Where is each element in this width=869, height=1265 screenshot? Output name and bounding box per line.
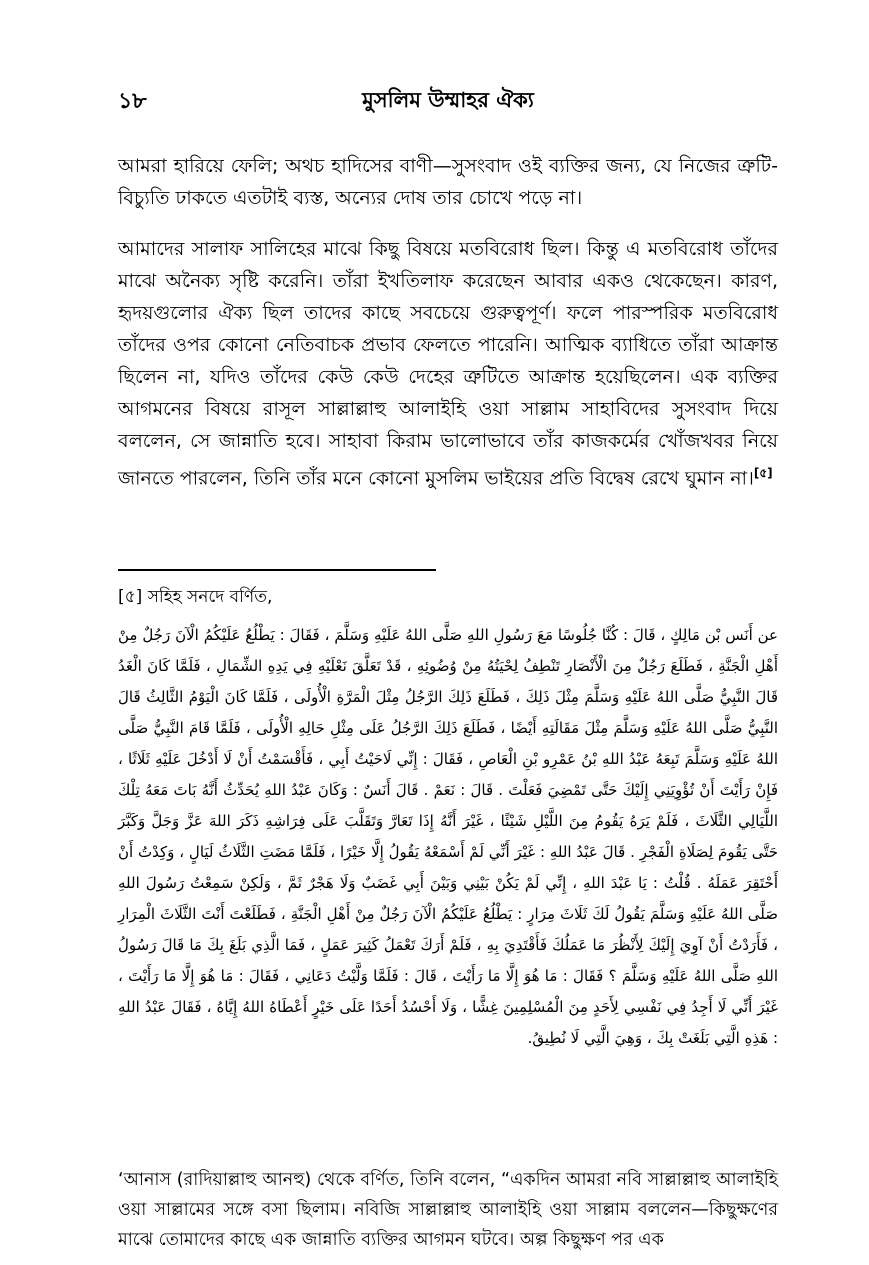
paragraph-text: আমাদের সালাফ সালিহের মাঝে কিছু বিষয়ে মতবিরোধ ছিল। কিন্তু এ মতবিরোধ তাঁদের মাঝে অনৈক্য সৃষ্টি করেনি। তাঁরা ইখতিলাফ করেছেন আবার একও থেকেছেন। কারণ, হৃদয়গুলোর ঐক্য ছিল তাদের কাছে সবচেয়ে গুরুত্বপূর্ণ। ফলে পারস্পরিক মতবিরোধ তাঁদের ওপর কোনো নেতিবাচক প্রভাব ফেলতে পারেনি। আত্মিক ব্যাধিতে তাঁরা আক্রান্ত ছিলেন না, যদিও তাঁদের কেউ কেউ দেহের ত্রুটিতে আক্রান্ত হয়েছিলেন। এক ব্যক্তির আগমনের বিষয়ে রাসূল সাল্লাল্লাহু আলাইহি ওয়া সাল্লাম সাহাবিদের সুসংবাদ দিয়ে বললেন, সে জান্নাতি হবে। সাহাবা কিরাম ভালোভাবে তাঁর কাজকর্মের খোঁজখবর নিয়ে জানতে পারলেন, তিনি তাঁর মনে কোনো মুসলিম ভাইয়ের প্রতি বিদ্বেষ রেখে ঘুমান না।: [118, 238, 778, 490]
paragraph-text: আমরা হারিয়ে ফেলি; অথচ হাদিসের বাণী—সুসংবাদ ওই ব্যক্তির জন্য, যে নিজের ত্রুটি-বিচ্যুতি ঢাকতে এতটাই ব্যস্ত, অন্যের দোষ তার চোখে পড়ে না।: [118, 155, 778, 209]
footnote-translation: ‘আনাস (রাদিয়াল্লাহু আনহু) থেকে বর্ণিত, তিনি বলেন, “একদিন আমরা নবি সাল্লাল্লাহু আলাইহি ওয়া সাল্লামের সঙ্গে বসা ছিলাম। নবিজি সাল্লাল্লাহু আলাইহি ওয়া সাল্লাম বললেন—কিছুক্ষণের মাঝে তোমাদের কাছে এক জান্নাতি ব্যক্তির আগমন ঘটবে। অল্প কিছুক্ষণ পর এক: [118, 1170, 778, 1250]
page-number: ১৮: [118, 89, 147, 114]
footnote-reference[interactable]: [৫]: [753, 466, 773, 480]
page-header: [118, 84, 778, 120]
footnote-divider: [118, 569, 436, 571]
body-paragraph-2: [118, 233, 778, 494]
body-paragraph-1: [118, 150, 778, 214]
footnote-label: [৫] সহিহ সনদে বর্ণিত,: [118, 587, 273, 607]
running-title: মুসলিম উম্মাহর ঐক্য: [362, 88, 534, 112]
footnote-arabic-hadith: عن أَنَس بْن مَالِكٍ ، قَالَ : كُنَّا جُلُوسًا مَعَ رَسُولِ اللهِ صَلَّى اللهُ عَلَيْهِ وَسَلَّمَ ، فَقَالَ : يَطْلُعُ عَلَيْكُمُ الْآنَ رَجُلٌ مِنْ أَهْلِ الْجَنَّةِ ، فَطَلَعَ رَجُلٌ مِنَ الْأَنْصَارِ تَنْطِفُ لِحْيَتُهُ مِنْ وُضُوئِهِ ، قَدْ تَعَلَّقَ نَعْلَيْهِ فِي يَدِهِ الشِّمَالِ ، فَلَمَّا كَانَ الْغَدُ قَالَ النَّبِيُّ صَلَّى اللهُ عَلَيْهِ وَسَلَّمَ مِثْلَ ذَلِكَ ، فَطَلَعَ ذَلِكَ الرَّجُلُ مِثْلَ الْمَرَّةِ الْأُولَى ، فَلَمَّا كَانَ الْيَوْمُ الثَّالِثُ قَالَ النَّبِيُّ صَلَّى اللهُ عَلَيْهِ وَسَلَّمَ مِثْلَ مَقَالَتِهِ أَيْضًا ، فَطَلَعَ ذَلِكَ الرَّجُلُ عَلَى مِثْلِ حَالِهِ الْأُولَى ، فَلَمَّا قَامَ النَّبِيُّ صَلَّى اللهُ عَلَيْهِ وَسَلَّمَ تَبِعَهُ عَبْدُ اللهِ بْنُ عَمْرِو بْنِ الْعَاصِ ، فَقَالَ : إِنِّي لَاحَيْتُ أَبِي ، فَأَقْسَمْتُ أَنْ لَا أَدْخُلَ عَلَيْهِ ثَلَاثًا ، فَإِنْ رَأَيْتَ أَنْ تُؤْوِيَنِي إِلَيْكَ حَتَّى تَمْضِيَ فَعَلْتَ . قَالَ : نَعَمْ . قَالَ أَنَسٌ : وَكَانَ عَبْدُ اللهِ يُحَدِّثُ أَنَّهُ بَاتَ مَعَهُ تِلْكَ اللَّيَالِي الثَّلَاثَ ، فَلَمْ يَرَهُ يَقُومُ مِنَ اللَّيْلِ شَيْئًا ، غَيْرَ أَنَّهُ إِذَا تَعَارَّ وَتَقَلَّبَ عَلَى فِرَاشِهِ ذَكَرَ اللهَ عَزَّ وَجَلَّ وَكَبَّرَ حَتَّى يَقُومَ لِصَلَاةِ الْفَجْرِ . قَالَ عَبْدُ اللهِ : غَيْرَ أَنِّي لَمْ أَسْمَعْهُ يَقُولُ إِلَّا خَيْرًا ، فَلَمَّا مَضَتِ الثَّلَاثُ لَيَالٍ ، وَكِدْتُ أَنْ أَحْتَقِرَ عَمَلَهُ . قُلْتُ : يَا عَبْدَ اللهِ ، إِنِّي لَمْ يَكُنْ بَيْنِي وَبَيْنَ أَبِي غَضَبٌ وَلَا هَجْرٌ ثَمَّ ، وَلَكِنْ سَمِعْتُ رَسُولَ اللهِ صَلَّى اللهُ عَلَيْهِ وَسَلَّمَ يَقُولُ لَكَ ثَلَاثَ مِرَارٍ : يَطْلُعُ عَلَيْكُمُ الْآنَ رَجُلٌ مِنْ أَهْلِ الْجَنَّةِ ، فَطَلَعْتَ أَنْتَ الثَّلَاثَ الْمِرَارِ ، فَأَرَدْتُ أَنْ آوِيَ إِلَيْكَ لِأَنْظُرَ مَا عَمَلُكَ فَأَقْتَدِيَ بِهِ ، فَلَمْ أَرَكَ تَعْمَلُ كَثِيرَ عَمَلٍ ، فَمَا الَّذِي بَلَغَ بِكَ مَا قَالَ رَسُولُ اللهِ صَلَّى اللهُ عَلَيْهِ وَسَلَّمَ ؟ فَقَالَ : مَا هُوَ إِلَّا مَا رَأَيْتَ ، قَالَ : فَلَمَّا وَلَّيْتُ دَعَانِي ، فَقَالَ : مَا هُوَ إِلَّا مَا رَأَيْتَ ، غَيْرَ أَنِّي لَا أَجِدُ فِي نَفْسِي لِأَحَدٍ مِنَ الْمُسْلِمِينَ غِشًّا ، وَلَا أَحْسُدُ أَحَدًا عَلَى خَيْرٍ أَعْطَاهُ اللهُ إِيَّاهُ ، فَقَالَ عَبْدُ اللهِ : هَذِهِ الَّتِي بَلَغَتْ بِكَ ، وَهِيَ الَّتِي لَا نُطِيقُ.: [118, 626, 778, 1047]
